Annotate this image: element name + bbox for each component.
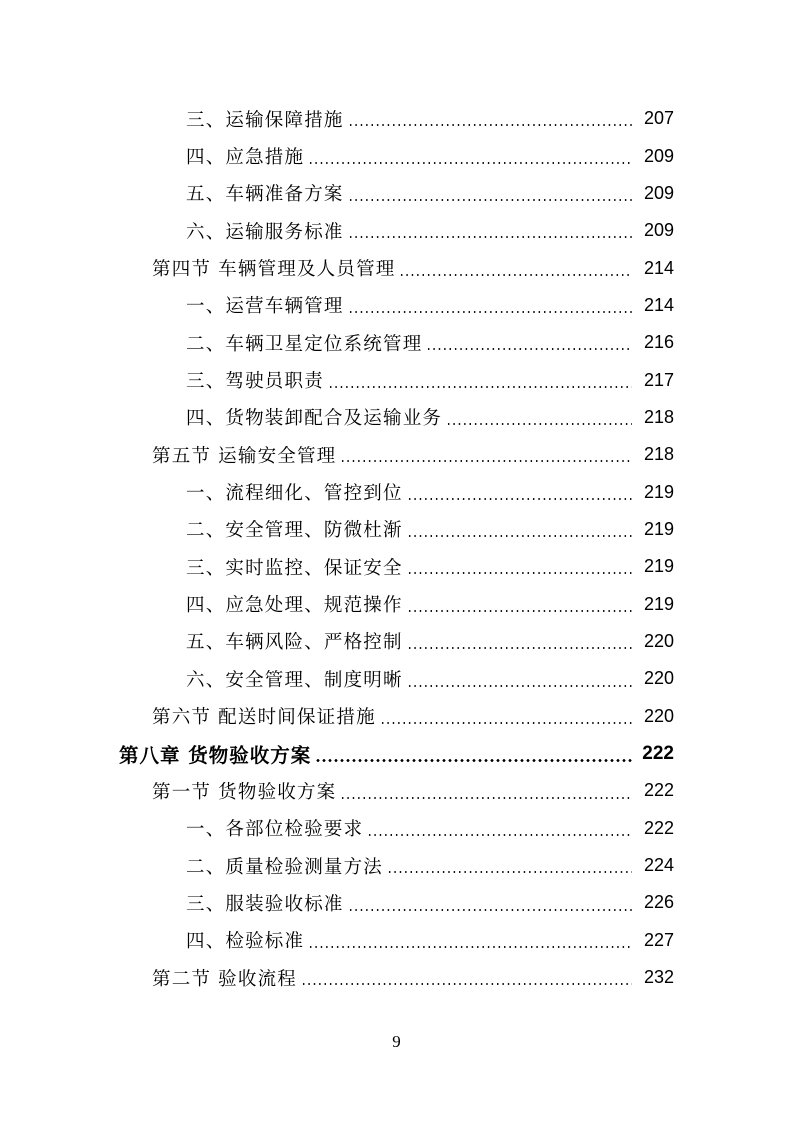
toc-dot-leader xyxy=(340,460,632,462)
toc-entry-title: 一、运营车辆管理 xyxy=(186,296,344,318)
toc-entry[interactable] xyxy=(0,100,793,137)
toc-dot-leader xyxy=(315,759,632,762)
toc-page-number: 214 xyxy=(643,257,674,278)
toc-page-number: 209 xyxy=(643,182,674,203)
toc-page-number: 219 xyxy=(643,593,674,614)
toc-entry-title: 五、车辆风险、严格控制 xyxy=(186,632,403,654)
toc-entry-title: 四、货物装卸配合及运输业务 xyxy=(186,408,443,430)
toc-entry[interactable] xyxy=(0,287,793,324)
toc-dot-leader xyxy=(367,834,632,836)
toc-page-number: 220 xyxy=(643,705,674,726)
toc-dot-leader xyxy=(348,124,632,126)
toc-page-number: 209 xyxy=(643,145,674,166)
toc-page-number: 218 xyxy=(643,444,674,465)
toc-entry[interactable] xyxy=(0,884,793,921)
toc-page-number: 214 xyxy=(643,294,674,315)
page-number: 9 xyxy=(392,1032,401,1051)
toc-dot-leader xyxy=(407,610,632,612)
toc-dot-leader xyxy=(399,274,632,276)
toc-section-entry[interactable] xyxy=(0,959,793,996)
toc-dot-leader xyxy=(387,871,632,873)
toc-entry[interactable] xyxy=(0,847,793,884)
toc-page-number: 222 xyxy=(643,817,674,838)
toc-dot-leader xyxy=(348,311,632,313)
toc-section-entry[interactable] xyxy=(0,698,793,735)
toc-page-number: 207 xyxy=(643,108,674,129)
toc-section-entry[interactable] xyxy=(0,772,793,809)
toc-page-number: 222 xyxy=(643,780,674,801)
toc-page-number: 219 xyxy=(643,518,674,539)
toc-page-number: 219 xyxy=(643,556,674,577)
toc-entry-title: 三、运输保障措施 xyxy=(186,109,344,131)
toc-entry[interactable] xyxy=(0,511,793,548)
toc-page-number: 224 xyxy=(643,855,674,876)
table-of-contents xyxy=(0,100,793,996)
toc-dot-leader xyxy=(348,909,632,911)
toc-entry[interactable] xyxy=(0,660,793,697)
toc-dot-leader xyxy=(348,236,632,238)
toc-entry-title: 第四节 车辆管理及人员管理 xyxy=(152,259,396,281)
toc-dot-leader xyxy=(407,647,632,649)
toc-entry[interactable] xyxy=(0,810,793,847)
toc-dot-leader xyxy=(426,348,632,350)
toc-entry[interactable] xyxy=(0,922,793,959)
toc-page-number: 222 xyxy=(642,742,674,764)
toc-section-entry[interactable] xyxy=(0,436,793,473)
toc-entry[interactable] xyxy=(0,324,793,361)
toc-entry[interactable] xyxy=(0,361,793,398)
toc-dot-leader xyxy=(328,386,632,388)
toc-entry-title: 六、安全管理、制度明晰 xyxy=(186,669,403,691)
toc-entry-title: 第八章 货物验收方案 xyxy=(119,743,312,767)
toc-dot-leader xyxy=(340,797,632,799)
toc-entry-title: 一、各部位检验要求 xyxy=(186,819,364,841)
toc-entry-title: 第六节 配送时间保证措施 xyxy=(152,707,376,729)
toc-entry-title: 六、运输服务标准 xyxy=(186,221,344,243)
toc-entry[interactable] xyxy=(0,623,793,660)
toc-entry-title: 三、服装验收标准 xyxy=(186,893,344,915)
toc-entry-title: 二、车辆卫星定位系统管理 xyxy=(186,333,423,355)
toc-entry-title: 三、驾驶员职责 xyxy=(186,371,324,393)
toc-entry-title: 二、安全管理、防微杜渐 xyxy=(186,520,403,542)
toc-section-entry[interactable] xyxy=(0,249,793,286)
toc-dot-leader xyxy=(407,572,632,574)
toc-dot-leader xyxy=(407,535,632,537)
toc-entry[interactable] xyxy=(0,399,793,436)
toc-entry-title: 五、车辆准备方案 xyxy=(186,184,344,206)
toc-entry-title: 二、质量检验测量方法 xyxy=(186,856,384,878)
toc-entry[interactable] xyxy=(0,548,793,585)
toc-entry-title: 第二节 验收流程 xyxy=(152,968,297,990)
toc-entry-title: 四、应急处理、规范操作 xyxy=(186,595,403,617)
toc-page-number: 216 xyxy=(643,332,674,353)
toc-dot-leader xyxy=(308,162,632,164)
toc-dot-leader xyxy=(380,722,632,724)
toc-page-number: 227 xyxy=(643,929,674,950)
toc-entry[interactable] xyxy=(0,212,793,249)
toc-entry-title: 第五节 运输安全管理 xyxy=(152,445,337,467)
toc-entry-title: 第一节 货物验收方案 xyxy=(152,781,337,803)
toc-page-number: 209 xyxy=(643,220,674,241)
toc-dot-leader xyxy=(407,685,632,687)
toc-page-number: 219 xyxy=(643,481,674,502)
toc-dot-leader xyxy=(308,946,632,948)
toc-page-number: 226 xyxy=(643,892,674,913)
toc-dot-leader xyxy=(446,423,632,425)
toc-entry-title: 一、流程细化、管控到位 xyxy=(186,483,403,505)
toc-page-number: 217 xyxy=(643,369,674,390)
toc-page-number: 220 xyxy=(643,630,674,651)
toc-entry[interactable] xyxy=(0,137,793,174)
toc-entry[interactable] xyxy=(0,473,793,510)
toc-chapter-entry[interactable] xyxy=(0,735,793,772)
toc-page-number: 220 xyxy=(643,668,674,689)
toc-entry-title: 四、检验标准 xyxy=(186,931,305,953)
toc-dot-leader xyxy=(407,498,632,500)
toc-entry[interactable] xyxy=(0,585,793,622)
toc-entry[interactable] xyxy=(0,175,793,212)
toc-dot-leader xyxy=(348,199,632,201)
toc-page-number: 232 xyxy=(643,967,674,988)
toc-entry-title: 三、实时监控、保证安全 xyxy=(186,557,403,579)
toc-entry-title: 四、应急措施 xyxy=(186,147,305,169)
toc-dot-leader xyxy=(301,983,632,985)
toc-page-number: 218 xyxy=(643,406,674,427)
